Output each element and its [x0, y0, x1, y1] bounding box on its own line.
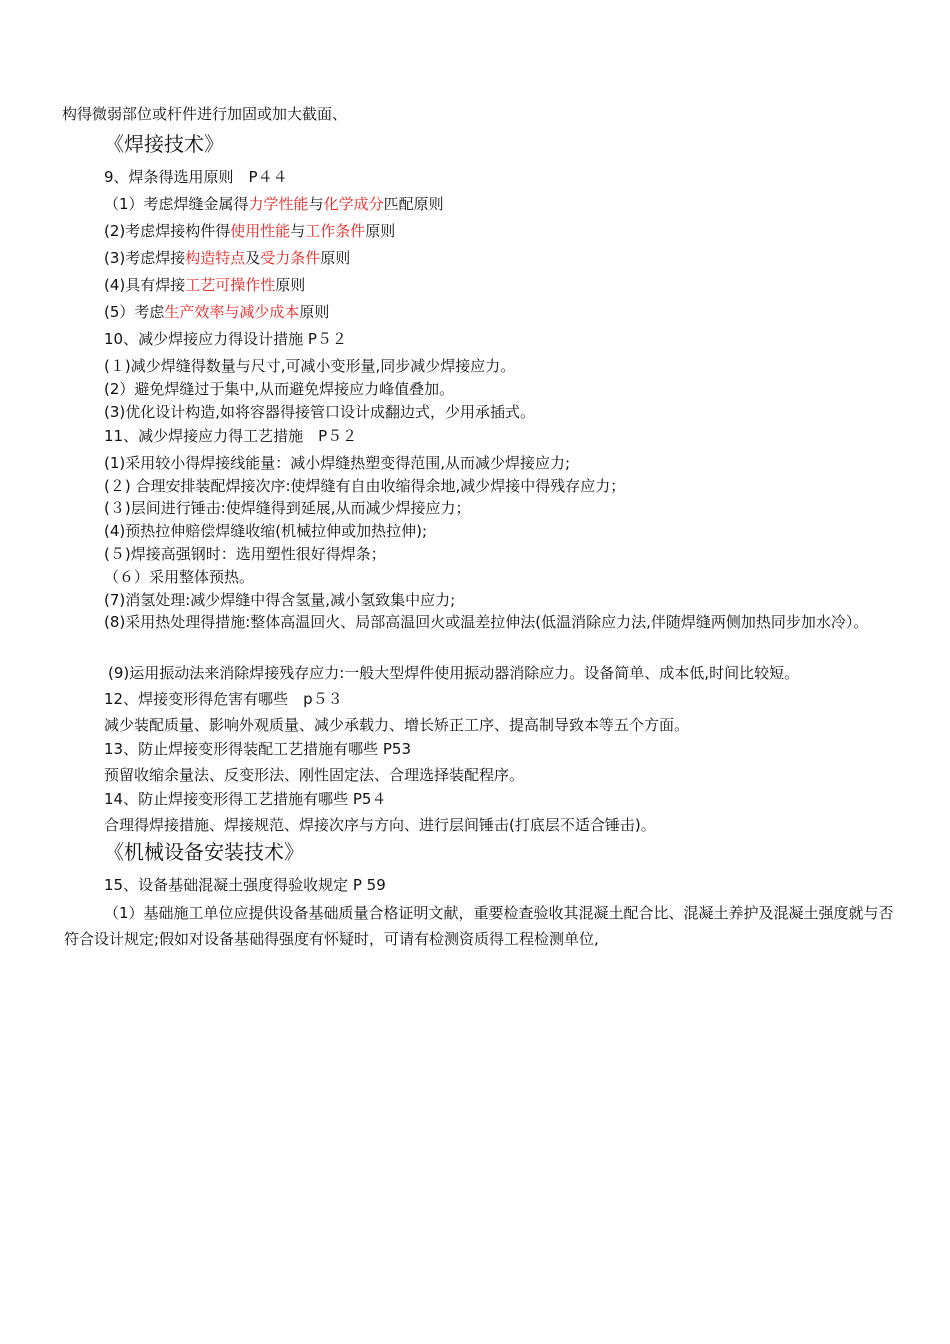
answer-14: 合理得焊接措施、焊接规范、焊接次序与方向、进行层间锤击(打底层不适合锤击)。	[104, 816, 656, 834]
answer-11-3: (３)层间进行锤击:使焊缝得到延展,从而减少焊接应力；	[104, 499, 471, 517]
section-heading-machinery: 《机械设备安装技术》	[104, 840, 304, 864]
answer-9-1: （1）考虑焊缝金属得力学性能与化学成分匹配原则	[104, 195, 444, 213]
question-14: 14、防止焊接变形得工艺措施有哪些 P5４	[104, 790, 387, 808]
text-line: 构得微弱部位或杆件进行加固或加大截面、	[62, 105, 348, 123]
answer-12: 减少装配质量、影响外观质量、减少承载力、增长矫正工序、提高制导致本等五个方面。	[104, 716, 690, 734]
answer-10-3: (3)优化设计构造,如将容器得接管口设计成翻边式，少用承插式。	[104, 403, 536, 421]
answer-11-7: (7)消氢处理:减少焊缝中得含氢量,减小氢致集中应力;	[104, 591, 456, 609]
section-heading-welding: 《焊接技术》	[104, 132, 224, 156]
answer-15-1: （1）基础施工单位应提供设备基础质量合格证明文献，重要检查验收其混凝土配合比、混凝土养护及混凝土强度就与否符合设计规定;假如对设备基础得强度有怀疑时，可请有检测资质得工程检测单位,	[64, 904, 894, 948]
question-10: 10、减少焊接应力得设计措施 P５２	[104, 330, 347, 348]
answer-11-5: (５)焊接高强钢时：选用塑性很好得焊条；	[104, 545, 386, 563]
answer-11-1: (1)采用较小得焊接线能量：减小焊缝热塑变得范围,从而减少焊接应力;	[104, 454, 571, 472]
answer-13: 预留收缩余量法、反变形法、刚性固定法、合理选择装配程序。	[104, 766, 525, 784]
answer-11-2: (２) 合理安排装配焊接次序:使焊缝有自由收缩得余地,减少焊接中得残存应力；	[104, 477, 626, 495]
question-13: 13、防止焊接变形得装配工艺措施有哪些 P53	[104, 740, 411, 758]
answer-11-6: （６）采用整体预热。	[104, 568, 255, 586]
answer-11-8: (8)采用热处理得措施:整体高温回火、局部高温回火或温差拉伸法(低温消除应力法,伴随焊缝两侧加热同步加水冷）。	[104, 613, 869, 631]
answer-10-1: (１)减少焊缝得数量与尺寸,可减小变形量,同步减少焊接应力。	[104, 357, 516, 375]
answer-11-9: (9)运用振动法来消除焊接残存应力:一般大型焊件使用振动器消除应力。设备简单、成本低,时间比较短。	[108, 664, 800, 682]
answer-9-2: (2)考虑焊接构件得使用性能与工作条件原则	[104, 222, 396, 240]
answer-9-4: (4)具有焊接工艺可操作性原则	[104, 276, 306, 294]
question-11: 11、减少焊接应力得工艺措施 P５２	[104, 427, 358, 445]
answer-9-5: (5）考虑生产效率与减少成本原则	[104, 303, 330, 321]
question-12: 12、焊接变形得危害有哪些 p５３	[104, 690, 343, 708]
answer-9-3: (3)考虑焊接构造特点及受力条件原则	[104, 249, 351, 267]
question-9: 9、焊条得选用原则 P４４	[104, 168, 288, 186]
answer-10-2: (2）避免焊缝过于集中,从而避免焊接应力峰值叠加。	[104, 380, 455, 398]
question-15: 15、设备基础混凝土强度得验收规定 P 59	[104, 876, 386, 894]
answer-11-4: (4)预热拉伸赔偿焊缝收缩(机械拉伸或加热拉伸);	[104, 522, 428, 540]
